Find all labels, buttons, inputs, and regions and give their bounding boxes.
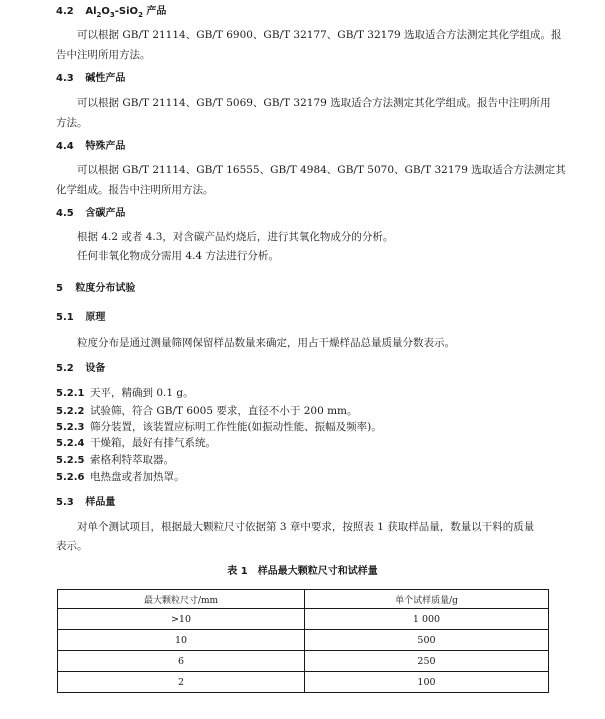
section-4-4-text-line-2: 化学组成。报告中注明所用方法。 bbox=[56, 184, 214, 196]
section-4-5-heading: 4.5 含碳产品 bbox=[56, 208, 126, 219]
list-item: 5.2.5 索格利特萃取器。 bbox=[56, 454, 174, 466]
list-item: 5.2.3 筛分装置，该装置应标明工作性能(如振动性能、振幅及频率)。 bbox=[56, 421, 382, 433]
section-4-5-text-line-1: 根据 4.2 或者 4.3，对含碳产品灼烧后，进行其氧化物成分的分析。 bbox=[77, 231, 394, 243]
section-4-4-heading: 4.4 特殊产品 bbox=[56, 141, 126, 152]
section-5-3-text-line-1: 对单个测试项目，根据最大颗粒尺寸依据第 3 章中要求，按照表 1 获取样品量，数量以干料的质量 bbox=[77, 521, 535, 533]
section-4-2-text-line-1: 可以根据 GB/T 21114、GB/T 6900、GB/T 32177、GB/T 32179 选取适合方法测定其化学组成。报 bbox=[77, 29, 562, 41]
list-item: 5.2.2 试验筛，符合 GB/T 6005 要求，直径不小于 200 mm。 bbox=[56, 405, 358, 417]
table-cell: 10 bbox=[58, 630, 305, 651]
section-5-1-heading: 5.1 原理 bbox=[56, 312, 106, 323]
section-4-2-title: $Al_2O_3-SiO_2$ 产品 bbox=[85, 6, 167, 19]
table-cell: 1 000 bbox=[305, 609, 549, 630]
table-header-row bbox=[58, 590, 549, 609]
table-cell: 2 bbox=[58, 672, 305, 693]
table-row bbox=[58, 609, 549, 630]
table-cell: 500 bbox=[305, 630, 549, 651]
table-cell: 6 bbox=[58, 651, 305, 672]
table-row bbox=[58, 651, 549, 672]
table-row bbox=[58, 630, 549, 651]
table-caption: 表 1 样品最大颗粒尺寸和试样量 bbox=[227, 566, 378, 577]
list-item: 5.2.6 电热盘或者加热罩。 bbox=[56, 471, 185, 483]
section-4-3-text-line-2: 方法。 bbox=[56, 117, 88, 129]
section-4-5-text-line-2: 任何非氧化物成分需用 4.4 方法进行分析。 bbox=[77, 250, 279, 262]
sample-size-table bbox=[57, 589, 549, 693]
section-5-heading: 5 粒度分布试验 bbox=[56, 283, 136, 294]
section-5-1-text: 粒度分布是通过测量筛网保留样品数量来确定，用占干燥样品总量质量分数表示。 bbox=[77, 337, 455, 349]
section-4-3-heading: 4.3 碱性产品 bbox=[56, 73, 126, 84]
section-4-2-heading: 4.2 $Al_2O_3-SiO_2$ 产品 bbox=[56, 6, 167, 19]
section-4-3-text-line-1: 可以根据 GB/T 21114、GB/T 5069、GB/T 32179 选取适合方法测定其化学组成。报告中注明所用 bbox=[77, 97, 551, 109]
section-5-2-heading: 5.2 设备 bbox=[56, 363, 106, 374]
section-4-2-text-line-2: 告中注明所用方法。 bbox=[56, 49, 151, 61]
table-header-cell: 最大颗粒尺寸/mm bbox=[58, 590, 305, 609]
table-cell: 100 bbox=[305, 672, 549, 693]
section-4-4-text-line-1: 可以根据 GB/T 21114、GB/T 16555、GB/T 4984、GB/T 5070、GB/T 32179 选取适合方法测定其 bbox=[77, 164, 566, 176]
section-5-3-heading: 5.3 样品量 bbox=[56, 497, 116, 508]
list-item: 5.2.1 天平，精确到 0.1 g。 bbox=[56, 387, 194, 399]
table-header-cell: 单个试样质量/g bbox=[305, 590, 549, 609]
table-cell: 250 bbox=[305, 651, 549, 672]
table-row bbox=[58, 672, 549, 693]
table-cell: >10 bbox=[58, 609, 305, 630]
section-5-3-text-line-2: 表示。 bbox=[56, 540, 88, 552]
list-item: 5.2.4 干燥箱，最好有排气系统。 bbox=[56, 437, 216, 449]
